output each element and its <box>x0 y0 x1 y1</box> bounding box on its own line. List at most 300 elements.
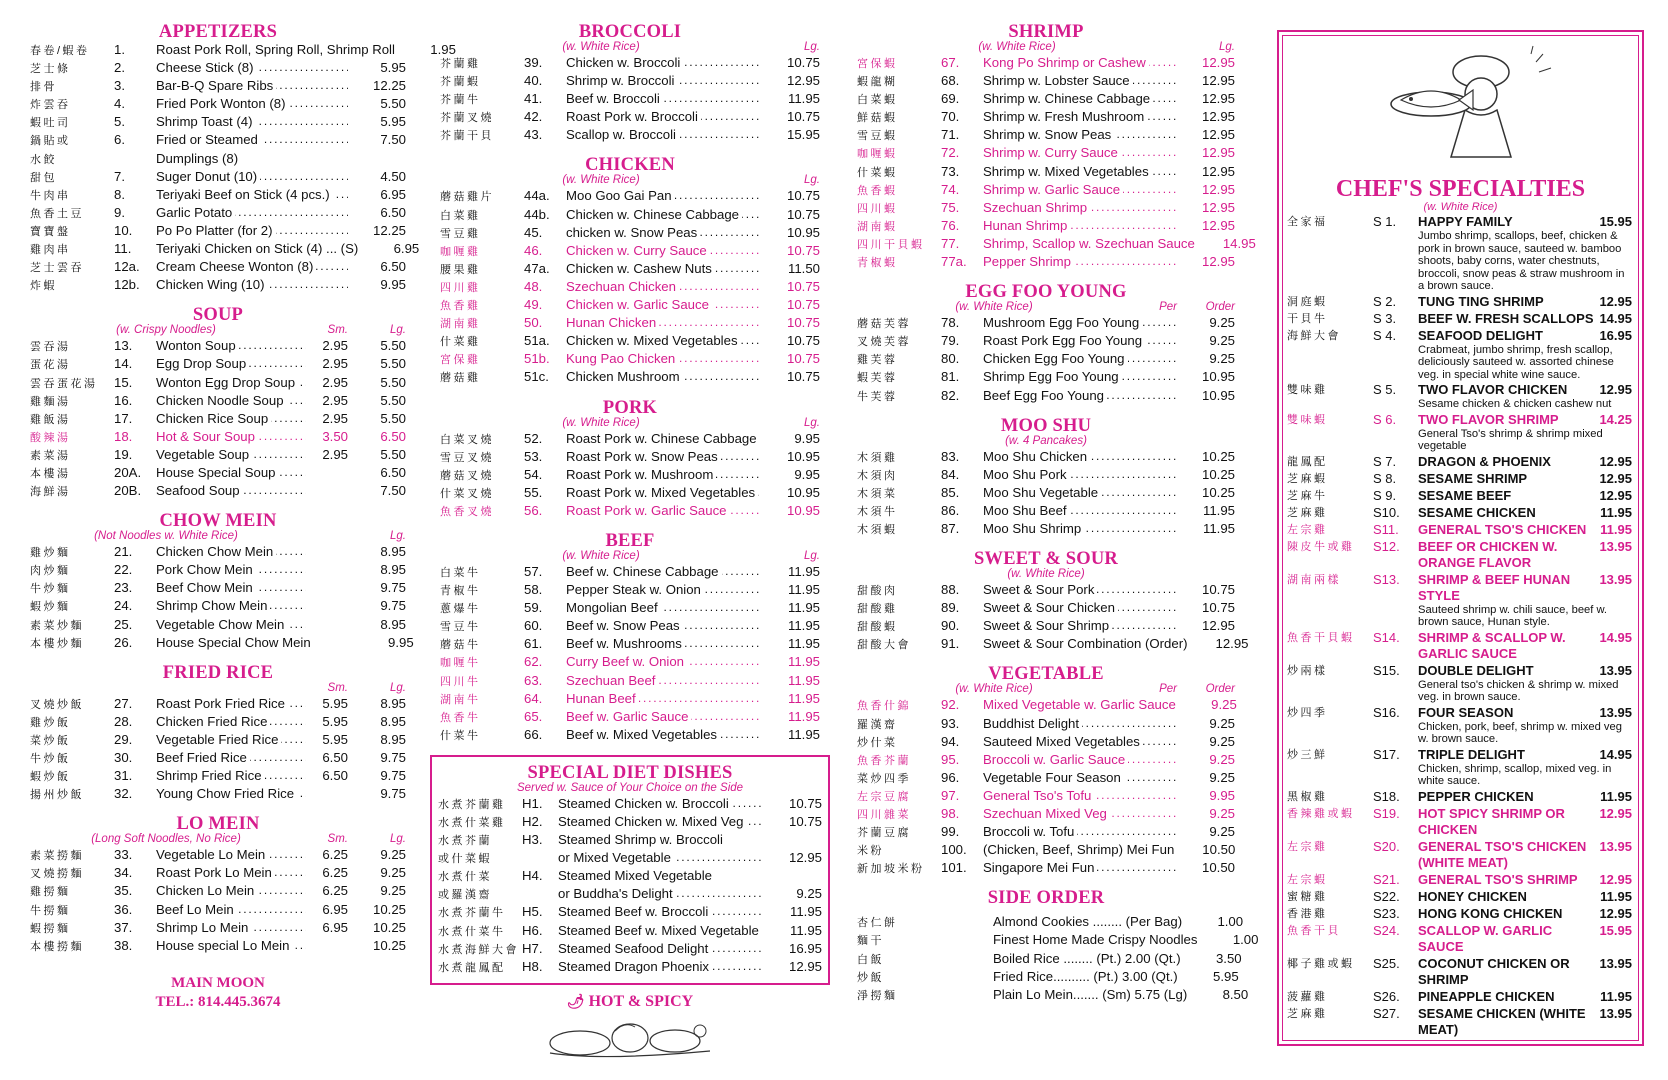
item-name: Pepper Shrimp <box>983 254 1074 269</box>
item-name: Chicken Fried Rice <box>156 714 270 729</box>
item-name: PINEAPPLE CHICKEN <box>1418 988 1555 1004</box>
col-header-small: Sm. <box>327 681 348 694</box>
item-name: Shrimp Fried Rice <box>156 768 265 783</box>
item-price: 13.95 <box>1599 955 1632 971</box>
item-price: 14.25 <box>1599 411 1632 427</box>
item-name-wrap <box>983 145 1177 160</box>
item-name: HOT SPICY SHRIMP OR CHICKEN <box>1418 805 1565 837</box>
item-number: H6. <box>522 922 543 938</box>
item-name-wrap <box>558 923 764 938</box>
chef-special-item <box>1279 906 1642 922</box>
item-price: 15.95 <box>1599 922 1632 938</box>
item-name-wrap <box>566 243 762 258</box>
chinese-name: 水煮什菜雞 <box>438 817 506 829</box>
menu-item <box>857 950 1242 969</box>
menu-item <box>440 654 820 672</box>
chinese-name: 炸蝦 <box>30 280 57 293</box>
item-price-large: 6.50 <box>380 428 406 444</box>
side-order-section <box>857 888 1259 1004</box>
chinese-name: 排骨 <box>30 81 57 94</box>
menu-item <box>30 429 406 447</box>
chinese-name: 蝦炒麵 <box>30 601 71 614</box>
chinese-name: 香辣雞或蝦 <box>1287 807 1355 820</box>
item-name-wrap <box>983 182 1177 197</box>
item-number: 62. <box>524 654 543 670</box>
menu-item <box>30 696 406 714</box>
chinese-name: 炒四季 <box>1287 706 1328 719</box>
item-price: 12.95 <box>1599 905 1632 921</box>
item-number: 93. <box>941 715 960 731</box>
item-name: Steamed Shrimp w. Broccoli <box>558 832 726 847</box>
chinese-name: 菜炒四季 <box>857 772 911 785</box>
item-number: S 4. <box>1373 327 1397 343</box>
chef-special-item <box>1279 747 1642 788</box>
section-note: (w. White Rice) <box>978 41 1056 53</box>
menu-item <box>438 904 822 922</box>
item-price-large: 8.95 <box>380 713 406 729</box>
menu-item <box>440 636 820 654</box>
item-name-wrap <box>156 78 348 93</box>
item-name: Steamed Beef w. Broccoli <box>558 904 711 919</box>
item-name: Teriyaki Beef on Stick (4 pcs.) <box>156 187 333 202</box>
menu-item <box>857 388 1235 406</box>
item-name: Beef w. Mixed Vegetables <box>566 727 720 742</box>
item-number: 76. <box>941 217 960 233</box>
item-name: Kong Po Shrimp or Cashew <box>983 55 1149 70</box>
item-number: 42. <box>524 109 543 125</box>
item-name: Finest Home Made Crispy Noodles <box>993 932 1200 947</box>
menu-item <box>438 814 822 832</box>
item-price: 10.95 <box>786 502 820 518</box>
item-name-wrap <box>566 91 762 106</box>
item-price: 12.95 <box>1599 871 1632 887</box>
item-name: Chicken Wing (10) <box>156 277 267 292</box>
item-price-small: 6.25 <box>322 883 348 899</box>
item-name: Shrimp w. Snow Peas <box>983 127 1114 142</box>
item-name: COCONUT CHICKEN OR SHRIMP <box>1418 955 1570 987</box>
item-name: Steamed Seafood Delight <box>558 941 711 956</box>
item-name-wrap <box>558 886 764 901</box>
pork-section <box>440 398 820 521</box>
item-price: 9.25 <box>1209 715 1235 731</box>
chinese-name: 蝦炒飯 <box>30 771 71 784</box>
menu-item <box>857 968 1239 987</box>
item-number: 75. <box>941 199 960 215</box>
item-name-wrap <box>983 449 1177 464</box>
menu-item <box>438 886 822 904</box>
vegetables-drawing-icon <box>540 1013 720 1063</box>
vegetable-section <box>857 664 1235 878</box>
chinese-name: 蝦芙蓉 <box>857 372 898 385</box>
item-title-row <box>1418 705 1632 721</box>
item-price: 11.95 <box>1600 504 1632 520</box>
item-number: 89. <box>941 600 960 616</box>
item-price: 10.75 <box>786 351 820 367</box>
item-price-small: 2.95 <box>322 392 348 408</box>
item-price: 12.95 <box>788 850 822 866</box>
chinese-name: 牛肉串 <box>30 189 71 202</box>
item-name: Chicken w. Cashew Nuts <box>566 261 715 276</box>
item-title-row <box>1418 923 1632 955</box>
item-price: 10.75 <box>786 206 820 222</box>
item-name: Roast Pork w. Mushroom <box>566 467 716 482</box>
chinese-name: 左宗豆腐 <box>857 790 911 803</box>
item-number: 51a. <box>524 333 550 349</box>
item-name: Roast Pork Fried Rice <box>156 696 288 711</box>
item-number: S27. <box>1373 1005 1400 1021</box>
item-price: 11.95 <box>787 726 820 742</box>
item-number: 86. <box>941 502 960 518</box>
item-price: 16.95 <box>1599 327 1632 343</box>
chinese-name: 牛芙蓉 <box>857 390 898 403</box>
item-price: 10.95 <box>786 448 820 464</box>
chef-special-item <box>1279 839 1642 871</box>
item-name: Moo Shu Chicken <box>983 449 1090 464</box>
item-name: Sweet & Sour Chicken <box>983 600 1118 615</box>
item-price: 12.95 <box>788 958 822 974</box>
chef-special-item <box>1279 872 1642 888</box>
menu-item <box>857 351 1235 369</box>
item-number: 13. <box>114 338 133 354</box>
item-name: Shrimp Lo Mein <box>156 920 251 935</box>
item-name: Steamed Beef w. Mixed Vegetable <box>558 923 762 938</box>
menu-item <box>857 235 1256 254</box>
item-number: 82. <box>941 387 960 403</box>
item-name-wrap <box>566 564 762 579</box>
item-number: S 2. <box>1373 293 1397 309</box>
item-name-wrap <box>156 635 314 650</box>
item-number: 56. <box>524 502 543 518</box>
item-number: 70. <box>941 109 960 125</box>
item-price: 10.75 <box>786 55 820 70</box>
item-name-wrap <box>156 847 306 862</box>
menu-item <box>440 369 820 387</box>
item-description: General Tso's shrimp & shrimp mixed vegetable <box>1418 427 1603 452</box>
item-name-wrap <box>983 521 1177 536</box>
menu-item <box>440 225 820 243</box>
chinese-name: 木須雞 <box>857 451 898 464</box>
item-title-row <box>1418 522 1632 538</box>
item-body <box>1418 471 1642 487</box>
item-price: 12.95 <box>1201 73 1235 89</box>
item-name: Po Po Platter (for 2) <box>156 223 276 238</box>
chinese-name: 米粉 <box>857 845 884 858</box>
section-note: (Not Noodles w. White Rice) <box>94 530 238 543</box>
col-header-large: Lg. <box>390 324 406 337</box>
chinese-name: 魚香土豆 <box>30 207 84 220</box>
chinese-name: 魚香干貝蝦 <box>1287 631 1355 644</box>
chinese-name: 咖喱雞 <box>440 245 481 258</box>
item-price-small: 2.95 <box>322 338 348 354</box>
item-name: Vegetable Lo Mein <box>156 847 268 862</box>
col-header-large: Lg. <box>1219 41 1235 53</box>
item-name-wrap <box>983 388 1177 403</box>
chinese-name: 四川雜菜 <box>857 809 911 821</box>
item-number: 95. <box>941 751 960 767</box>
item-price-large: 10.25 <box>372 919 406 935</box>
item-number: 53. <box>524 448 543 464</box>
item-name: House special Lo Mein <box>156 938 292 953</box>
item-price-small: 6.95 <box>322 901 348 917</box>
chinese-name: 甜酸肉 <box>857 585 898 598</box>
chinese-name: 淨撈麵 <box>857 989 898 1002</box>
item-name-wrap <box>558 941 764 956</box>
item-number: 48. <box>524 278 543 294</box>
chinese-name: 炒什菜 <box>857 736 898 749</box>
item-name-wrap <box>566 485 762 500</box>
chinese-name: 炸雲吞 <box>30 99 71 112</box>
item-name-wrap <box>566 297 762 312</box>
chef-special-item <box>1279 789 1642 805</box>
section-title: APPETIZERS <box>158 22 278 42</box>
menu-item <box>30 187 406 205</box>
item-price-small: 2.95 <box>322 446 348 462</box>
chinese-name: 左宗雞 <box>1287 840 1328 853</box>
item-name-wrap <box>566 109 762 124</box>
item-price-small: 5.95 <box>322 713 348 729</box>
item-price: 11.95 <box>1600 888 1632 904</box>
menu-item <box>440 279 820 297</box>
item-number: 60. <box>524 618 543 634</box>
menu-item <box>440 315 820 333</box>
item-price: 9.25 <box>1209 315 1235 331</box>
item-name: GENERAL TSO'S SHRIMP <box>1418 871 1578 887</box>
item-name-wrap <box>566 73 762 88</box>
item-name: Teriyaki Chicken on Stick (4) ... (S) <box>156 241 361 256</box>
item-name: Cheese Stick (8) <box>156 60 256 75</box>
chef-special-item <box>1279 663 1642 704</box>
menu-item <box>857 932 1259 950</box>
item-name: SHRIMP & BEEF HUNAN STYLE <box>1418 571 1571 603</box>
item-price: 14.95 <box>1599 629 1632 645</box>
item-number: 24. <box>114 598 133 614</box>
item-number: 43. <box>524 127 543 143</box>
item-number: 51b. <box>524 351 550 367</box>
section-title: CHOW MEIN <box>159 511 277 532</box>
menu-item <box>440 207 820 225</box>
menu-item <box>30 447 406 465</box>
item-name: Szechuan Beef <box>566 673 658 688</box>
menu-item <box>440 109 820 127</box>
section-title: SOUP <box>192 305 244 326</box>
menu-item <box>857 369 1235 387</box>
item-name-wrap <box>156 277 348 292</box>
item-price: 16.95 <box>788 940 822 956</box>
chinese-name: 雞炒飯 <box>30 716 71 729</box>
item-number: 20B. <box>114 483 142 499</box>
item-price: 12.25 <box>372 222 406 238</box>
chinese-name: 水餃 <box>30 153 57 166</box>
item-price: 10.95 <box>786 224 820 240</box>
chef-special-item <box>1279 214 1642 293</box>
item-name: Chicken Noodle Soup <box>156 393 287 408</box>
item-name-wrap <box>993 914 1185 929</box>
item-name: Buddhist Delight <box>983 716 1082 731</box>
item-name-wrap <box>566 503 762 518</box>
chef-special-item <box>1279 311 1642 327</box>
item-body <box>1418 454 1642 470</box>
menu-item <box>857 770 1235 788</box>
chinese-name: 水煮龍鳳配 <box>438 961 506 974</box>
item-name: Steamed Chicken w. Broccoli <box>558 796 732 811</box>
item-number: S 8. <box>1373 470 1397 486</box>
item-price: 9.95 <box>380 277 406 293</box>
item-body <box>1418 789 1642 805</box>
item-price-large: 9.25 <box>380 847 406 863</box>
item-number: 77a. <box>941 254 967 270</box>
fried-rice-section <box>30 663 406 805</box>
item-price: 13.95 <box>1599 571 1632 587</box>
item-number: S16. <box>1373 704 1400 720</box>
item-body <box>1418 839 1642 871</box>
item-name-wrap <box>558 850 764 865</box>
item-number: 26. <box>114 634 133 650</box>
item-name-wrap <box>983 618 1177 633</box>
menu-item <box>30 562 406 580</box>
item-price-small: 2.95 <box>322 356 348 372</box>
item-price: 11.95 <box>789 922 822 938</box>
item-title-row <box>1418 663 1632 679</box>
item-number: 55. <box>524 484 543 500</box>
item-name-wrap <box>566 333 762 348</box>
item-name: HAPPY FAMILY <box>1418 214 1513 229</box>
chinese-name: 木須肉 <box>857 469 898 482</box>
item-price-large: 5.50 <box>380 446 406 462</box>
item-name-wrap <box>983 467 1177 482</box>
item-body <box>1418 989 1642 1005</box>
menu-item <box>857 200 1235 218</box>
item-description: Crabmeat, jumbo shrimp, fresh scallop, deliciously sauteed w. assorted chinese veg. in special white wine sauce. <box>1418 343 1614 381</box>
item-number: 39. <box>524 55 543 70</box>
item-name-wrap <box>156 205 348 220</box>
item-number: S18. <box>1373 788 1400 804</box>
chinese-name: 叉燒撈麵 <box>30 868 84 881</box>
item-name-wrap <box>566 582 762 597</box>
menu-item <box>30 580 406 598</box>
item-name-wrap <box>983 73 1177 88</box>
item-name-wrap <box>156 375 306 390</box>
item-price-small: 6.25 <box>322 847 348 863</box>
item-name: Chicken w. Mixed Vegetables <box>566 333 741 348</box>
item-name-wrap <box>983 127 1177 142</box>
col-header-per: Per <box>1159 683 1177 696</box>
item-number: 25. <box>114 616 133 632</box>
item-price: 12.95 <box>1201 217 1235 233</box>
item-price: 10.75 <box>1201 600 1235 616</box>
item-name: Kung Pao Chicken <box>566 351 678 366</box>
item-number: 38. <box>114 937 133 953</box>
menu-item <box>30 847 406 865</box>
item-name-wrap <box>566 261 762 276</box>
menu-item <box>30 169 406 187</box>
chef-special-item <box>1279 572 1642 629</box>
item-body <box>1418 705 1642 746</box>
chinese-name: 魚香芥蘭 <box>857 754 911 767</box>
item-price: 10.75 <box>786 109 820 125</box>
item-price: 12.95 <box>1599 382 1632 397</box>
item-name-wrap <box>156 151 348 166</box>
item-name: TWO FLAVOR CHICKEN <box>1418 382 1568 397</box>
item-number: 37. <box>114 919 133 935</box>
item-body <box>1418 906 1642 922</box>
item-number: H8. <box>522 958 543 974</box>
chinese-name: 咖喱蝦 <box>857 148 898 161</box>
item-price: 11.95 <box>789 904 822 920</box>
menu-item <box>30 393 406 411</box>
item-number: 18. <box>114 428 133 444</box>
menu-item <box>30 42 456 60</box>
col-header-large: Lg. <box>390 681 406 694</box>
chinese-name: 甜酸大會 <box>857 639 911 652</box>
chinese-name: 酸辣湯 <box>30 431 71 444</box>
chinese-name: 新加坡米粉 <box>857 863 925 876</box>
item-name: chicken w. Snow Peas <box>566 225 700 240</box>
item-name: Vegetable Fried Rice <box>156 732 281 747</box>
item-price: 5.95 <box>1213 968 1239 984</box>
item-name-wrap <box>566 449 762 464</box>
item-price: 9.95 <box>794 430 820 446</box>
item-price: 12.95 <box>1201 618 1235 634</box>
item-name-wrap <box>156 714 306 729</box>
item-body <box>1418 539 1642 571</box>
item-price: 12.95 <box>1201 163 1235 179</box>
item-price: 1.00 <box>1217 914 1244 930</box>
menu-item <box>440 188 820 206</box>
item-price-small: 5.95 <box>322 731 348 747</box>
menu-item <box>440 449 820 467</box>
chinese-name: 芥蘭蝦 <box>440 76 481 89</box>
chinese-name: 水煮什菜牛 <box>438 925 506 938</box>
chinese-name: 芥蘭叉燒 <box>440 112 494 125</box>
item-price: 11.50 <box>787 260 820 276</box>
col-header-large: Lg. <box>390 530 406 543</box>
item-number: S 5. <box>1373 382 1397 397</box>
chinese-name: 素菜炒麵 <box>30 619 84 632</box>
item-name: GENERAL TSO'S CHICKEN <box>1418 521 1587 537</box>
menu-item <box>857 91 1235 109</box>
chinese-name: 鍋貼或 <box>30 135 71 148</box>
chef-illustration <box>1279 32 1642 172</box>
item-price: 13.95 <box>1599 538 1632 554</box>
item-price: 10.75 <box>786 297 820 313</box>
item-name: Chicken Rice Soup <box>156 411 271 426</box>
restaurant-phone[interactable]: TEL.: 814.445.3674 <box>155 993 281 1010</box>
item-name-wrap <box>566 55 762 70</box>
item-price: 10.75 <box>786 188 820 204</box>
chinese-name: 什菜牛 <box>440 729 481 742</box>
menu-item <box>30 902 406 920</box>
chinese-name: 蝦龍糊 <box>857 76 898 89</box>
col-header-large: Lg. <box>390 833 406 846</box>
item-name: SESAME CHICKEN <box>1418 504 1536 520</box>
item-title-row <box>1418 872 1632 888</box>
item-name-wrap <box>983 788 1177 803</box>
item-name: Chicken Lo Mein <box>156 883 257 898</box>
item-name: Chicken w. Garlic Sauce <box>566 297 712 312</box>
chinese-name: 宮保雞 <box>440 354 481 367</box>
item-name-wrap <box>566 315 762 330</box>
chinese-name: 什菜蝦 <box>857 166 898 179</box>
chef-special-item <box>1279 989 1642 1005</box>
item-description: Chicken, shrimp, scallop, mixed veg. in white sauce. <box>1418 762 1612 787</box>
item-name: Pork Chow Mein <box>156 562 256 577</box>
item-body <box>1418 747 1642 788</box>
menu-item <box>857 333 1235 351</box>
chinese-name: 洞庭蝦 <box>1287 295 1328 308</box>
menu-item <box>438 796 822 814</box>
item-body <box>1418 572 1642 629</box>
item-number: 10. <box>114 222 133 238</box>
